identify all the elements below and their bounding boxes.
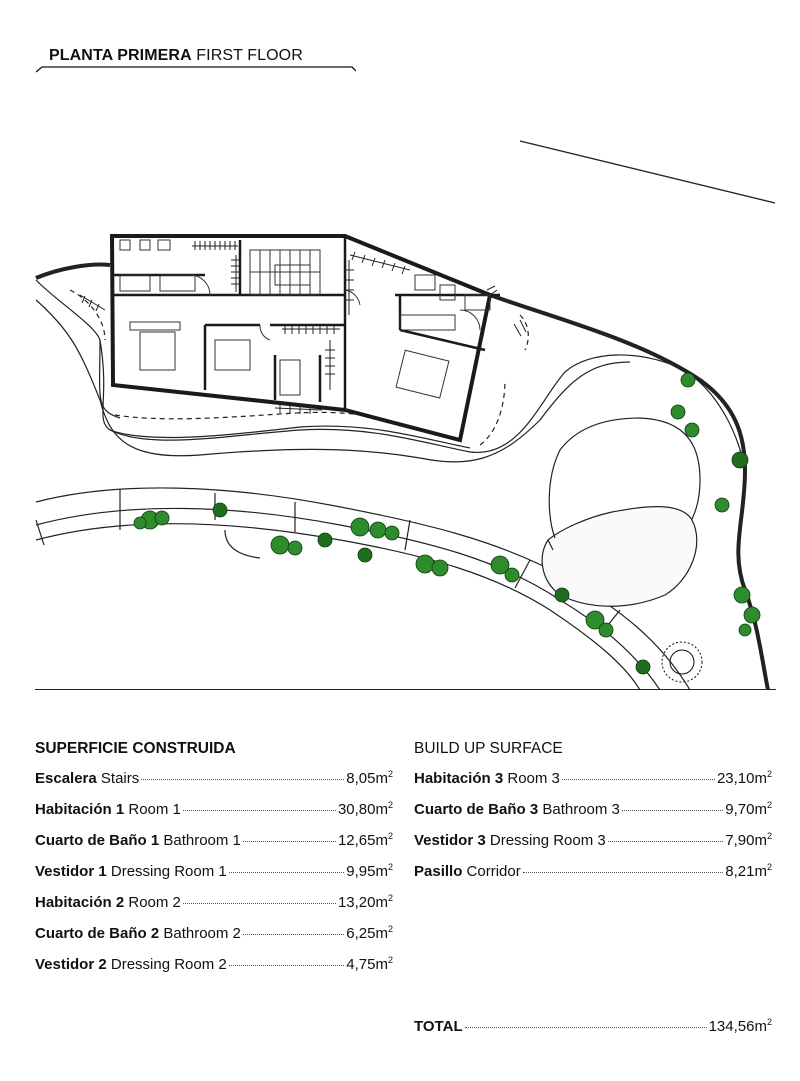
- page-title: [49, 47, 303, 65]
- surface-row-bathroom-2: Cuarto de Baño 2 Bathroom 2 $6,25m^2$: [35, 924, 393, 942]
- surface-row-dressing-room-1: Vestidor 1 Dressing Room 1 $9,95m^2$: [35, 862, 393, 880]
- surface-heading-es: SUPERFICIE CONSTRUIDA: [35, 740, 236, 757]
- surface-row-bathroom-1: Cuarto de Baño 1 Bathroom 1 $12,65m^2$: [35, 831, 393, 849]
- surface-row-room-2: Habitación 2 Room 2 $13,20m^2$: [35, 893, 393, 911]
- surface-row-stairs: Escalera Stairs $8,05m^2$: [35, 769, 393, 787]
- surface-row-total: TOTAL $134,56m^2$: [414, 1017, 772, 1035]
- title-spanish: PLANTA PRIMERA: [49, 47, 192, 64]
- surface-row-bathroom-3: Cuarto de Baño 3 Bathroom 3 $9,70m^2$: [414, 800, 772, 818]
- surface-row-dressing-room-3: Vestidor 3 Dressing Room 3 $7,90m^2$: [414, 831, 772, 849]
- surface-row-room-1: Habitación 1 Room 1 $30,80m^2$: [35, 800, 393, 818]
- surface-total: [414, 1017, 772, 1048]
- title-english: FIRST FLOOR: [196, 47, 303, 64]
- surface-table-left: [35, 738, 393, 986]
- surface-row-room-3: Habitación 3 Room 3 $23,10m^2$: [414, 769, 772, 787]
- surface-row-corridor: Pasillo Corridor $8,21m^2$: [414, 862, 772, 880]
- surface-row-dressing-room-2: Vestidor 2 Dressing Room 2 $4,75m^2$: [35, 955, 393, 973]
- section-divider: [35, 689, 776, 690]
- surface-table-right: [414, 738, 772, 893]
- floor-plan-drawing: [0, 100, 800, 690]
- surface-heading-en: BUILD UP SURFACE: [414, 740, 563, 757]
- title-underline: [36, 64, 356, 74]
- page-header: [36, 44, 356, 74]
